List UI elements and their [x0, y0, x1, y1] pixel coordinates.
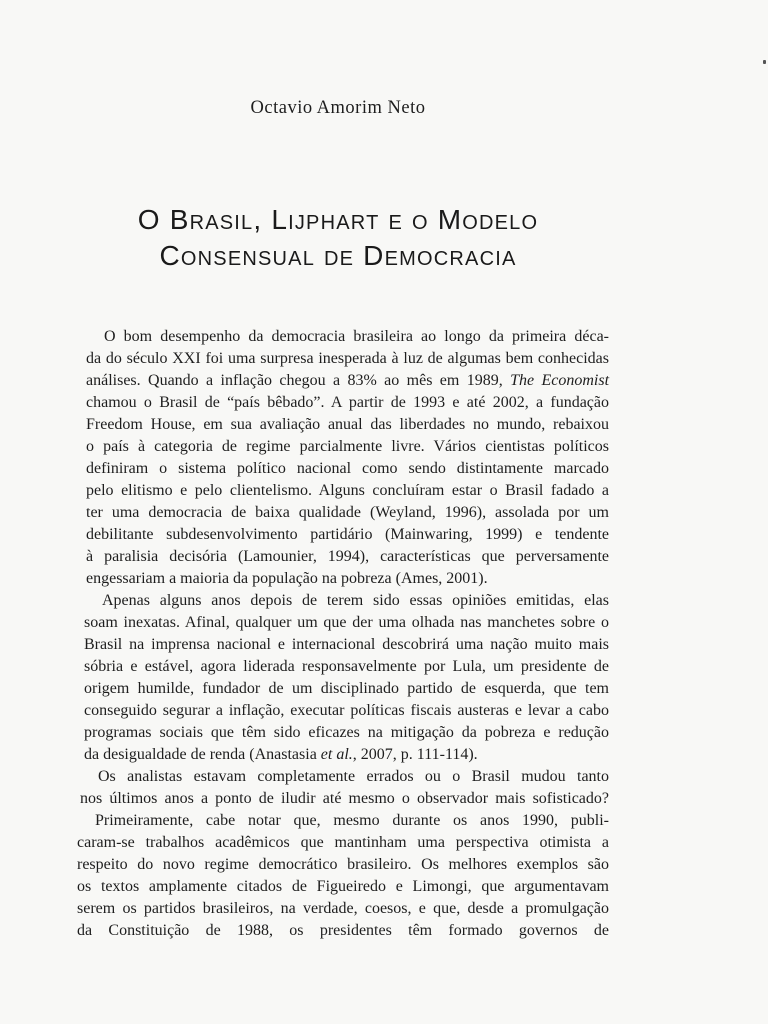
chapter-title: [38, 202, 638, 274]
text-line: caram-se trabalhos acadêmicos que mantinham uma perspectiva otimista a: [77, 834, 609, 851]
text-line: sóbria e estável, agora liderada responsavelmente por Lula, um presidente de: [84, 658, 609, 675]
publication-title: The Economist: [510, 372, 610, 389]
text-line: Brasil na imprensa nacional e internacional descobrirá uma nação muito mais: [84, 636, 609, 653]
paragraph-4: [77, 810, 609, 942]
text-segment: da desigualdade de renda (Anastasia: [84, 746, 321, 763]
text-line: soam inexatas. Afinal, qualquer um que der uma olhada nas manchetes sobre o: [84, 614, 609, 631]
text-line: debilitante subdesenvolvimento partidário (Mainwaring, 1999) e tendente: [86, 526, 609, 543]
text-line: serem os partidos brasileiros, na verdade, coesos, e que, desde a promulgação: [77, 900, 609, 917]
text-line: à paralisia decisória (Lamounier, 1994), características que perversamente: [86, 548, 609, 565]
text-line: [84, 744, 609, 766]
chapter-author: Octavio Amorim Neto: [250, 98, 426, 118]
text-line: nos últimos anos a ponto de iludir até mesmo o observador mais sofisticado?: [80, 790, 609, 807]
text-line: Apenas alguns anos depois de terem sido essas opiniões emitidas, elas: [102, 592, 609, 609]
chapter-title-line-1: O Brasil, Lijphart e o Modelo: [137, 204, 539, 235]
text-line: os textos amplamente citados de Figueiredo e Limongi, que argumentavam: [77, 878, 609, 895]
text-line: definiram o sistema político nacional como sendo distintamente marcado: [86, 460, 609, 477]
text-line: ter uma democracia de baixa qualidade (Weyland, 1996), assolada por um: [86, 504, 609, 521]
text-line: Freedom House, em sua avaliação anual das liberdades no mundo, rebaixou: [86, 416, 609, 433]
text-segment: análises. Quando a inflação chegou a 83% ao mês em 1989,: [86, 372, 511, 389]
paragraph-2: [84, 590, 609, 766]
text-line: Os analistas estavam completamente errados ou o Brasil mudou tanto: [98, 768, 609, 785]
text-line: origem humilde, fundador de um disciplinado partido de esquerda, que tem: [84, 680, 609, 697]
text-line: o país à categoria de regime parcialmente livre. Vários cientistas políticos: [86, 438, 609, 455]
text-line: [86, 370, 609, 392]
scan-mark: [763, 60, 766, 64]
text-line: pelo elitismo e pelo clientelismo. Alguns concluíram estar o Brasil fadado a: [86, 482, 609, 499]
chapter-body: [0, 326, 768, 942]
text-line: O bom desempenho da democracia brasileira ao longo da primeira déca-: [104, 328, 609, 345]
citation-et-al: et al.: [320, 746, 353, 763]
text-line: programas sociais que têm sido eficazes na mitigação da pobreza e redução: [84, 724, 609, 741]
text-line: chamou o Brasil de “país bêbado”. A partir de 1993 e até 2002, a fundação: [86, 394, 609, 411]
paragraph-1: [86, 326, 609, 590]
paragraph-3: [80, 766, 609, 810]
text-line: da do século XXI foi uma surpresa inesperada à luz de algumas bem conhecidas: [86, 350, 609, 367]
text-line: respeito do novo regime democrático brasileiro. Os melhores exemplos são: [77, 856, 609, 873]
text-line: engessariam a maioria da população na pobreza (Ames, 2001).: [86, 570, 488, 587]
text-line: Primeiramente, cabe notar que, mesmo durante os anos 1990, publi-: [95, 812, 609, 829]
chapter-title-line-2: Consensual de Democracia: [159, 240, 517, 271]
text-segment: , 2007, p. 111-114).: [352, 746, 478, 763]
text-line: conseguido segurar a inflação, executar políticas fiscais austeras e levar a cabo: [84, 702, 609, 719]
text-line: da Constituição de 1988, os presidentes têm formado governos de: [77, 922, 609, 939]
